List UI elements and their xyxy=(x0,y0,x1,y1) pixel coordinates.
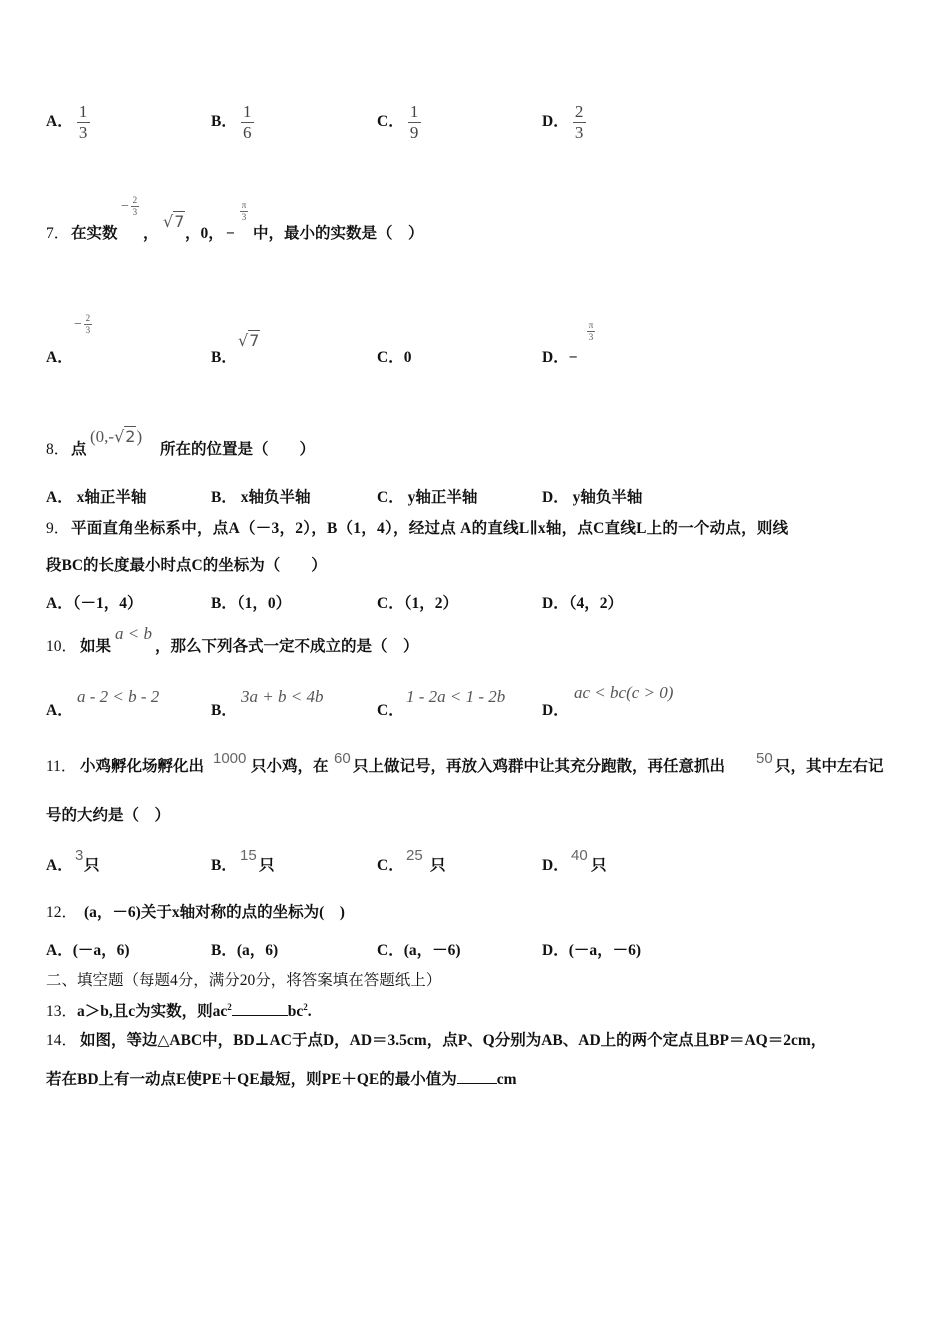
q6-option-c[interactable]: C． $\frac{1}{9}$ xyxy=(377,103,421,142)
question-text: 段BC的长度最小时点C的坐标为（ ） xyxy=(46,557,327,574)
sqrt-seven-image: √7 xyxy=(163,212,185,231)
answer-blank[interactable] xyxy=(457,1069,497,1084)
q9-option-d[interactable]: D．（4，2） xyxy=(542,595,623,612)
q8-option-c[interactable]: C． y轴正半轴 xyxy=(377,489,478,506)
q8-option-d[interactable]: D． y轴负半轴 xyxy=(542,489,643,506)
q11-option-d[interactable]: D． xyxy=(542,857,569,874)
q7-option-a[interactable]: A． xyxy=(46,349,73,366)
q10-option-b[interactable]: B． xyxy=(211,702,237,719)
question-number: 13． xyxy=(46,1003,78,1021)
fraction: $\frac{1}{9}$ xyxy=(408,103,421,142)
question-number: 7． xyxy=(46,225,70,242)
option-formula: ac < bc(c > 0) xyxy=(574,683,674,702)
pi-over-three-image: $\frac{\pi}{3}$ xyxy=(241,200,247,222)
neg-two-thirds-image: − 2 3 xyxy=(74,313,91,335)
fraction: $\frac{1}{6}$ xyxy=(241,103,254,142)
section-heading: 二、填空题（每题4分，满分20分，将答案填在答题纸上） xyxy=(46,972,442,989)
question-number: 12． xyxy=(46,904,78,921)
question-text: 所在的位置是（ ） xyxy=(160,441,316,458)
question-number: 11． xyxy=(46,758,77,775)
q6-option-b[interactable]: B． $\frac{1}{6}$ xyxy=(211,103,254,142)
q12-option-d[interactable]: D．(－a，－6) xyxy=(542,942,642,959)
question-text: ，那么下列各式一定不成立的是（ ） xyxy=(155,638,419,655)
question-number: 10． xyxy=(46,638,78,655)
option-formula: 3a + b < 4b xyxy=(241,687,324,706)
pi-over-three-image: $\frac{\pi}{3}$ xyxy=(588,320,594,342)
q9-option-b[interactable]: B．（1，0） xyxy=(211,595,292,612)
question-text: (a，－6)关于x轴对称的点的坐标为( ) xyxy=(84,904,345,921)
q10-option-c[interactable]: C． xyxy=(377,702,404,719)
q7-option-c[interactable]: C．0 xyxy=(377,349,412,366)
condition-formula: a < b xyxy=(115,624,152,643)
q8-option-a[interactable]: A． x轴正半轴 xyxy=(46,489,147,506)
q12-option-c[interactable]: C．(a，－6) xyxy=(377,942,461,959)
q6-option-d[interactable]: D． $\frac{2}{3}$ xyxy=(542,103,586,142)
number-image: 60 xyxy=(334,750,351,767)
fraction: $\frac{2}{3}$ xyxy=(573,103,586,142)
question-text: 如图，等边△ABC中，BD⊥AC于点D，AD＝3.5cm，点P、Q分别为AB、AD上的两个定点且BP＝AQ＝2cm， xyxy=(80,1032,827,1049)
question-number: 8． xyxy=(46,441,70,458)
answer-blank[interactable] xyxy=(232,1001,288,1016)
question-13: 13．a＞b,且c为实数，则$ac^2$ $bc^2$. xyxy=(46,1002,312,1021)
q10-option-d[interactable]: D． xyxy=(542,702,569,719)
q8-option-b[interactable]: B． x轴负半轴 xyxy=(211,489,311,506)
q10-option-a[interactable]: A． xyxy=(46,702,73,719)
sqrt-seven-image: √7 xyxy=(238,331,260,350)
q9-option-c[interactable]: C．（1，2） xyxy=(377,595,458,612)
fraction: $\frac{1}{3}$ xyxy=(77,103,90,142)
q11-option-a[interactable]: A． xyxy=(46,857,73,874)
q7-option-b[interactable]: B． xyxy=(211,349,237,366)
question-text: 中，最小的实数是（ ） xyxy=(253,225,424,242)
question-number: 14． xyxy=(46,1032,78,1049)
question-text: 号的大约是（ ） xyxy=(46,807,171,824)
q11-option-c[interactable]: C． xyxy=(377,857,404,874)
q7-option-d[interactable]: D．− xyxy=(542,349,578,366)
question-text: 在实数 xyxy=(71,225,118,242)
question-text: 平面直角坐标系中，点A（－3，2），B（1，4），经过点 A的直线L∥x轴，点C直线L上的一个动点，则线 xyxy=(71,520,789,537)
neg-two-thirds-image: − 2 3 xyxy=(121,195,138,217)
q11-option-b[interactable]: B． xyxy=(211,857,237,874)
q9-option-a[interactable]: A．（－1，4） xyxy=(46,595,143,612)
question-number: 9． xyxy=(46,520,70,537)
point-coordinate-image: (0,-√2) xyxy=(90,427,143,446)
question-text: 若在BD上有一动点E使PE＋QE最短，则PE＋QE的最小值为 xyxy=(46,1071,457,1088)
number-image: 1000 xyxy=(213,750,247,767)
number-image: 50 xyxy=(756,750,773,767)
q6-option-a[interactable]: A． $\frac{1}{3}$ xyxy=(46,103,90,142)
q12-option-a[interactable]: A．(－a，6) xyxy=(46,942,130,959)
option-formula: a - 2 < b - 2 xyxy=(77,687,160,706)
option-formula: 1 - 2a < 1 - 2b xyxy=(406,687,506,706)
q12-option-b[interactable]: B．(a，6) xyxy=(211,942,279,959)
